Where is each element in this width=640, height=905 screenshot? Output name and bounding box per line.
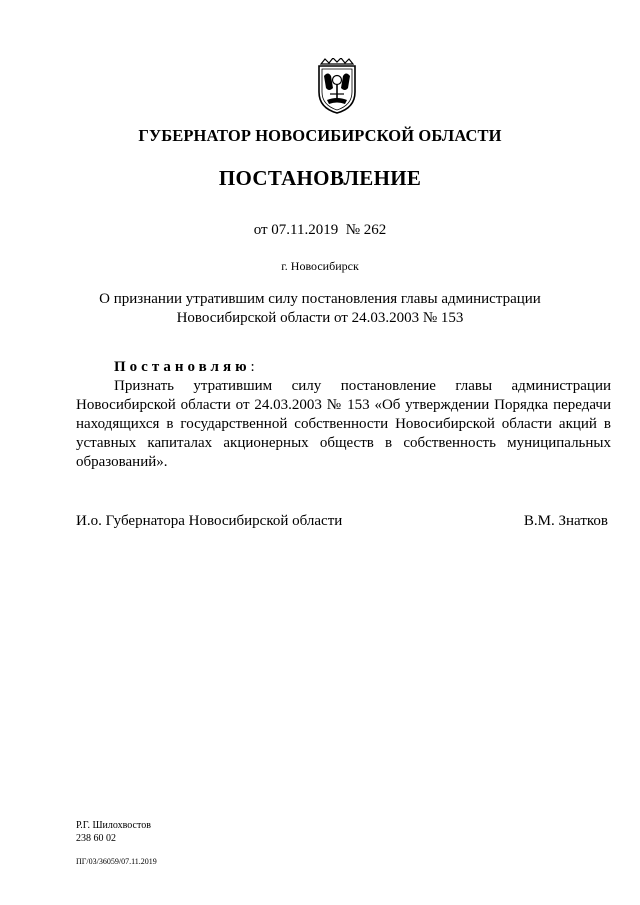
decree-heading bbox=[76, 358, 611, 377]
decree-paragraph: Признать утратившим силу постановление главы администрации Новосибирской области от 24.03.2003 № 153 «Об утверждении Порядка передачи находящихся в государственной собственности Новосибирской области акций в уставных капиталах акционерных обществ в собственность муниципальных образований». bbox=[76, 378, 611, 470]
decree-word: Постановляю bbox=[114, 359, 251, 375]
document-type: ПОСТАНОВЛЕНИЕ bbox=[218, 166, 422, 190]
document-subject bbox=[0, 290, 640, 328]
document-code: ПГ/03/36059/07.11.2019 bbox=[76, 857, 157, 866]
signatory-position: И.о. Губернатора Новосибирской области bbox=[76, 513, 343, 529]
subject-line-2: Новосибирской области от 24.03.2003 № 153 bbox=[176, 310, 464, 326]
document-city: г. Новосибирск bbox=[281, 259, 359, 273]
novosibirsk-coat-of-arms-icon bbox=[315, 58, 359, 114]
document-date-number: от 07.11.2019 № 262 bbox=[253, 222, 387, 238]
subject-line-1: О признании утратившим силу постановления главы администрации bbox=[99, 291, 541, 307]
executor-phone: 238 60 02 bbox=[76, 833, 116, 844]
signatory-name: В.М. Знатков bbox=[523, 513, 608, 529]
executor-block bbox=[76, 819, 151, 845]
decree-colon: : bbox=[250, 359, 255, 375]
executor-name: Р.Г. Шилохвостов bbox=[76, 820, 151, 831]
issuing-authority: ГУБЕРНАТОР НОВОСИБИРСКОЙ ОБЛАСТИ bbox=[138, 126, 502, 145]
